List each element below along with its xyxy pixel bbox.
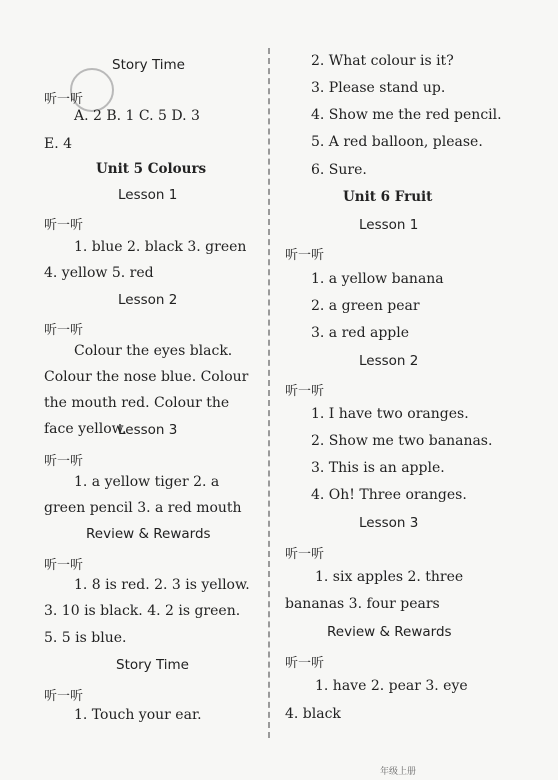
lesson-title: Lesson 1 <box>359 217 419 233</box>
answer-line: E. 4 <box>44 136 73 152</box>
listen-label: 听一听 <box>285 547 325 562</box>
unit-title: Unit 5 Colours <box>96 161 207 177</box>
answer-line: 1. a yellow tiger 2. a <box>74 474 220 490</box>
listen-label: 听一听 <box>44 454 84 469</box>
listen-label: 听一听 <box>44 218 84 233</box>
answer-line: bananas 3. four pears <box>285 596 440 612</box>
listen-label: 听一听 <box>285 248 325 263</box>
answer-line: 1. 8 is red. 2. 3 is yellow. <box>74 577 250 593</box>
answer-line: 1. have 2. pear 3. eye <box>315 678 468 694</box>
lesson-title: Lesson 3 <box>118 422 178 438</box>
answer-line: 2. Show me two bananas. <box>311 433 493 449</box>
answer-line: 4. Show me the red pencil. <box>311 107 502 123</box>
answer-line: 3. a red apple <box>311 325 410 341</box>
answer-line: 1. Touch your ear. <box>74 707 202 723</box>
lesson-title: Lesson 1 <box>118 187 178 203</box>
page-footer: 年级上册 <box>380 767 417 777</box>
answer-line: 2. a green pear <box>311 298 420 314</box>
answer-line: 3. Please stand up. <box>311 80 446 96</box>
listen-label: 听一听 <box>44 323 84 338</box>
lesson-title: Lesson 3 <box>359 515 419 531</box>
answer-line: 3. This is an apple. <box>311 460 445 476</box>
listen-label: 听一听 <box>44 558 84 573</box>
section-title: Story Time <box>116 657 189 673</box>
answer-line: 4. Oh! Three oranges. <box>311 487 467 503</box>
answer-line: green pencil 3. a red mouth <box>44 500 242 516</box>
section-title: Story Time <box>112 57 185 73</box>
listen-label: 听一听 <box>285 384 325 399</box>
answer-line: 4. yellow 5. red <box>44 265 154 281</box>
answer-line: 1. six apples 2. three <box>315 569 464 585</box>
answer-line: 1. blue 2. black 3. green <box>74 239 247 255</box>
answer-line: 5. A red balloon, please. <box>311 134 483 150</box>
column-divider <box>268 48 270 738</box>
answer-line: 1. a yellow banana <box>311 271 444 287</box>
listen-label: 听一听 <box>285 656 325 671</box>
answer-line: 4. black <box>285 706 341 722</box>
answer-line: 3. 10 is black. 4. 2 is green. <box>44 603 241 619</box>
answer-line: 5. 5 is blue. <box>44 630 127 646</box>
answer-line: 1. I have two oranges. <box>311 406 469 422</box>
listen-label: 听一听 <box>44 92 84 107</box>
lesson-title: Lesson 2 <box>118 292 178 308</box>
listen-label: 听一听 <box>44 689 84 704</box>
unit-title: Unit 6 Fruit <box>343 189 433 205</box>
answer-line: 6. Sure. <box>311 162 367 178</box>
lesson-title: Lesson 2 <box>359 353 419 369</box>
section-title: Review & Rewards <box>327 624 452 640</box>
section-title: Review & Rewards <box>86 526 211 542</box>
answer-line: A. 2 B. 1 C. 5 D. 3 <box>74 108 200 124</box>
answer-paragraph: Colour the eyes black. Colour the nose blue. Colour the mouth red. Colour the face yellow. <box>44 343 249 437</box>
answer-line: 2. What colour is it? <box>311 53 454 69</box>
